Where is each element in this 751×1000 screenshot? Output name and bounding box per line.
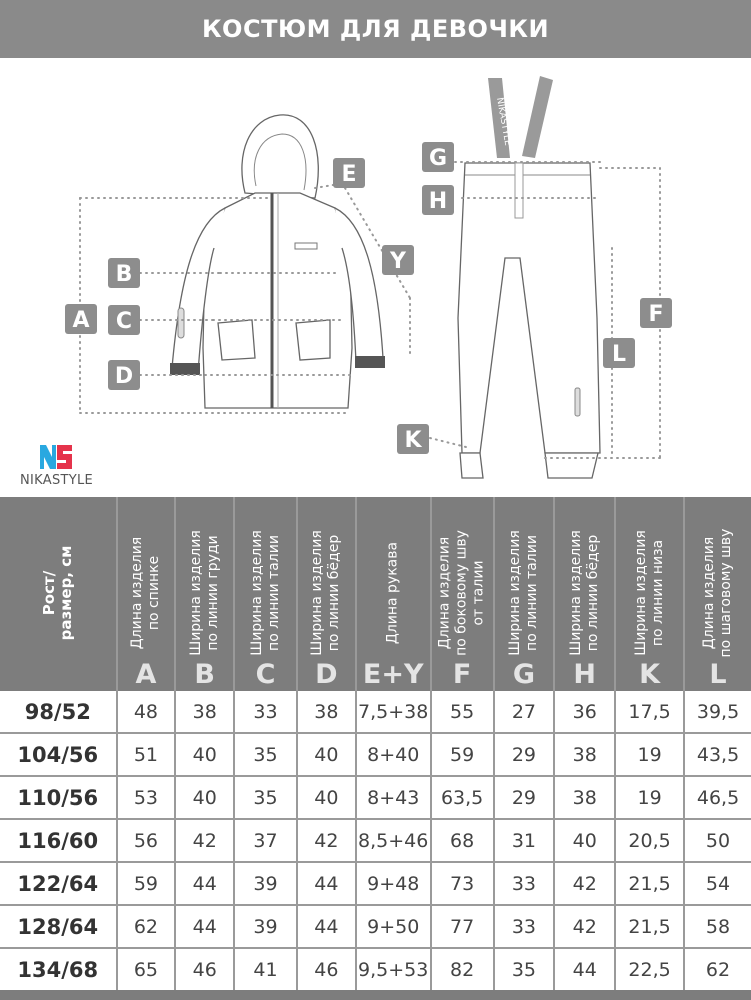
column-header-line: Ширина изделия (309, 530, 326, 656)
column-header-line: по шаговому шву (718, 528, 735, 658)
column-header-line: Ширина изделия (632, 530, 649, 656)
table-row (0, 948, 751, 991)
measurement-cell: 54 (684, 862, 751, 905)
measurement-cell: 38 (175, 691, 234, 733)
measurement-cell: 9+50 (356, 905, 431, 948)
svg-text:B: B (115, 262, 133, 287)
label-D (108, 360, 140, 390)
measurement-cell: 17,5 (615, 691, 684, 733)
column-header-f (431, 497, 494, 691)
svg-text:K: K (404, 428, 422, 453)
size-cell: 128/64 (0, 905, 117, 948)
svg-text:A: A (72, 308, 90, 333)
label-H (422, 185, 454, 215)
column-letter: H (573, 659, 597, 690)
measurement-cell: 35 (494, 948, 555, 991)
column-header-line: от талии (470, 560, 487, 626)
brand-name: NIKASTYLE (20, 473, 94, 488)
measurement-cell: 48 (117, 691, 176, 733)
trousers-drawing (430, 76, 660, 478)
column-header-line: по боковому шву (453, 530, 470, 656)
size-cell: 110/56 (0, 776, 117, 819)
svg-text:L: L (611, 342, 627, 367)
label-A (65, 304, 97, 334)
measurement-cell: 35 (234, 733, 297, 776)
label-F (640, 298, 672, 328)
column-header-text (249, 530, 283, 656)
label-B (108, 258, 140, 288)
measurement-cell: 58 (684, 905, 751, 948)
measurement-cell: 46,5 (684, 776, 751, 819)
size-cell: 104/56 (0, 733, 117, 776)
measurement-cell: 35 (234, 776, 297, 819)
measurement-cell: 53 (117, 776, 176, 819)
measurement-cell: 40 (554, 819, 615, 862)
garment-diagram (0, 58, 751, 498)
measurement-cell: 59 (431, 733, 494, 776)
table-row (0, 691, 751, 733)
column-header-line: Длина изделия (436, 536, 453, 650)
measurement-cell: 44 (554, 948, 615, 991)
column-header-text (309, 530, 343, 656)
measurement-cell: 77 (431, 905, 494, 948)
column-header-line: Ширина изделия (567, 530, 584, 656)
measurement-cell: 38 (554, 733, 615, 776)
column-header-text (633, 530, 667, 656)
column-header-g (494, 497, 555, 691)
measurement-cell: 8+40 (356, 733, 431, 776)
size-cell: 134/68 (0, 948, 117, 991)
label-K (397, 424, 429, 454)
measurement-cell: 8+43 (356, 776, 431, 819)
column-header-line: размер, см (56, 545, 75, 641)
size-table (0, 497, 751, 992)
measurement-cell: 21,5 (615, 862, 684, 905)
label-E (333, 158, 365, 188)
column-header-text (437, 530, 488, 656)
measurement-cell: 20,5 (615, 819, 684, 862)
table-row (0, 733, 751, 776)
table-row (0, 776, 751, 819)
column-header-ey (356, 497, 431, 691)
column-letter: G (512, 659, 536, 690)
measurement-cell: 37 (234, 819, 297, 862)
column-letter: K (639, 659, 661, 690)
column-header-text (188, 530, 222, 656)
column-header-line: по линии талии (523, 535, 540, 651)
svg-text:C: C (115, 309, 133, 334)
size-cell: 98/52 (0, 691, 117, 733)
column-header-line: по линии низа (649, 539, 666, 647)
measurement-cell: 42 (175, 819, 234, 862)
label-G (422, 142, 454, 172)
column-header-line: Ширина изделия (506, 530, 523, 656)
column-header-text (701, 529, 735, 658)
column-letter: D (315, 659, 338, 690)
column-header-text (507, 530, 541, 656)
column-header-k (615, 497, 684, 691)
measurement-cell: 19 (615, 776, 684, 819)
strap-logo: NIKASTYLE (494, 96, 513, 147)
brand-mark-icon (40, 445, 72, 469)
measurement-cell: 46 (175, 948, 234, 991)
measurement-cell: 36 (554, 691, 615, 733)
measurement-cell: 42 (554, 862, 615, 905)
column-header-line: по спинке (145, 555, 162, 631)
column-header-line: Длина изделия (128, 536, 145, 650)
measurement-cell: 33 (494, 862, 555, 905)
measurement-cell: 21,5 (615, 905, 684, 948)
column-header-line: по линии бёдер (584, 534, 601, 652)
measurement-cell: 40 (175, 776, 234, 819)
measurement-cell: 9+48 (356, 862, 431, 905)
measurement-cell: 9,5+53 (356, 948, 431, 991)
column-header-size (0, 497, 117, 691)
column-header-line: Длина изделия (701, 536, 718, 650)
column-header-text (568, 530, 602, 656)
measurement-cell: 8,5+46 (356, 819, 431, 862)
page-title: КОСТЮМ ДЛЯ ДЕВОЧКИ (0, 0, 751, 58)
measurement-cell: 29 (494, 776, 555, 819)
measurement-cell: 43,5 (684, 733, 751, 776)
column-letter: F (452, 659, 472, 690)
measurement-cell: 82 (431, 948, 494, 991)
measurement-cell: 63,5 (431, 776, 494, 819)
column-header-c (234, 497, 297, 691)
measurement-cell: 39 (234, 905, 297, 948)
label-C (108, 305, 140, 335)
label-Y (382, 245, 414, 275)
column-header-a (117, 497, 176, 691)
measurement-cell: 41 (234, 948, 297, 991)
measurement-cell: 38 (554, 776, 615, 819)
measurement-cell: 73 (431, 862, 494, 905)
measurement-cell: 51 (117, 733, 176, 776)
measurement-cell: 56 (117, 819, 176, 862)
measurement-cell: 29 (494, 733, 555, 776)
column-letter: E+Y (362, 659, 424, 690)
column-header-line: Ширина изделия (187, 530, 204, 656)
column-header-line: Длина рукава (384, 541, 401, 645)
column-header-line: по линии талии (265, 535, 282, 651)
column-header-text (129, 537, 163, 649)
size-cell: 116/60 (0, 819, 117, 862)
svg-text:D: D (114, 364, 134, 389)
table-row (0, 862, 751, 905)
measurement-cell: 7,5+38 (356, 691, 431, 733)
measurement-cell: 68 (431, 819, 494, 862)
measurement-cell: 65 (117, 948, 176, 991)
table-header-row (0, 497, 751, 691)
column-header-text (385, 542, 402, 644)
column-header-line: Рост/ (39, 570, 58, 616)
measurement-cell: 27 (494, 691, 555, 733)
measurement-cell: 55 (431, 691, 494, 733)
measurement-cell: 44 (175, 905, 234, 948)
measurement-cell: 44 (175, 862, 234, 905)
svg-text:E: E (341, 162, 357, 187)
svg-text:H: H (428, 189, 448, 214)
column-header-text (41, 546, 75, 641)
brand-logo (20, 445, 130, 495)
column-letter: A (135, 659, 157, 690)
column-letter: B (194, 659, 216, 690)
svg-text:G: G (428, 146, 448, 171)
size-table-wrapper (0, 497, 751, 1000)
column-header-b (175, 497, 234, 691)
measurement-cell: 40 (297, 733, 356, 776)
column-letter: L (709, 659, 727, 690)
column-header-h (554, 497, 615, 691)
column-header-line: по линии бёдер (326, 534, 343, 652)
measurement-cell: 62 (684, 948, 751, 991)
measurement-cell: 40 (175, 733, 234, 776)
column-header-d (297, 497, 356, 691)
column-header-line: Ширина изделия (248, 530, 265, 656)
column-header-line: по линии груди (204, 535, 221, 651)
measurement-cell: 40 (297, 776, 356, 819)
size-cell: 122/64 (0, 862, 117, 905)
measurement-cell: 46 (297, 948, 356, 991)
label-L (603, 338, 635, 368)
measurement-cell: 38 (297, 691, 356, 733)
measurement-cell: 42 (554, 905, 615, 948)
measurement-cell: 59 (117, 862, 176, 905)
measurement-cell: 31 (494, 819, 555, 862)
measurement-cell: 50 (684, 819, 751, 862)
column-letter: C (255, 659, 276, 690)
footer-bar (0, 990, 751, 1000)
column-header-l (684, 497, 751, 691)
measurement-cell: 33 (494, 905, 555, 948)
measurement-cell: 44 (297, 905, 356, 948)
svg-text:Y: Y (390, 249, 406, 274)
svg-text:F: F (648, 302, 664, 327)
table-row (0, 819, 751, 862)
measurement-cell: 39 (234, 862, 297, 905)
table-row (0, 905, 751, 948)
measurement-cell: 62 (117, 905, 176, 948)
measurement-cell: 39,5 (684, 691, 751, 733)
measurement-cell: 33 (234, 691, 297, 733)
measurement-cell: 44 (297, 862, 356, 905)
measurement-cell: 19 (615, 733, 684, 776)
measurement-cell: 22,5 (615, 948, 684, 991)
measurement-cell: 42 (297, 819, 356, 862)
